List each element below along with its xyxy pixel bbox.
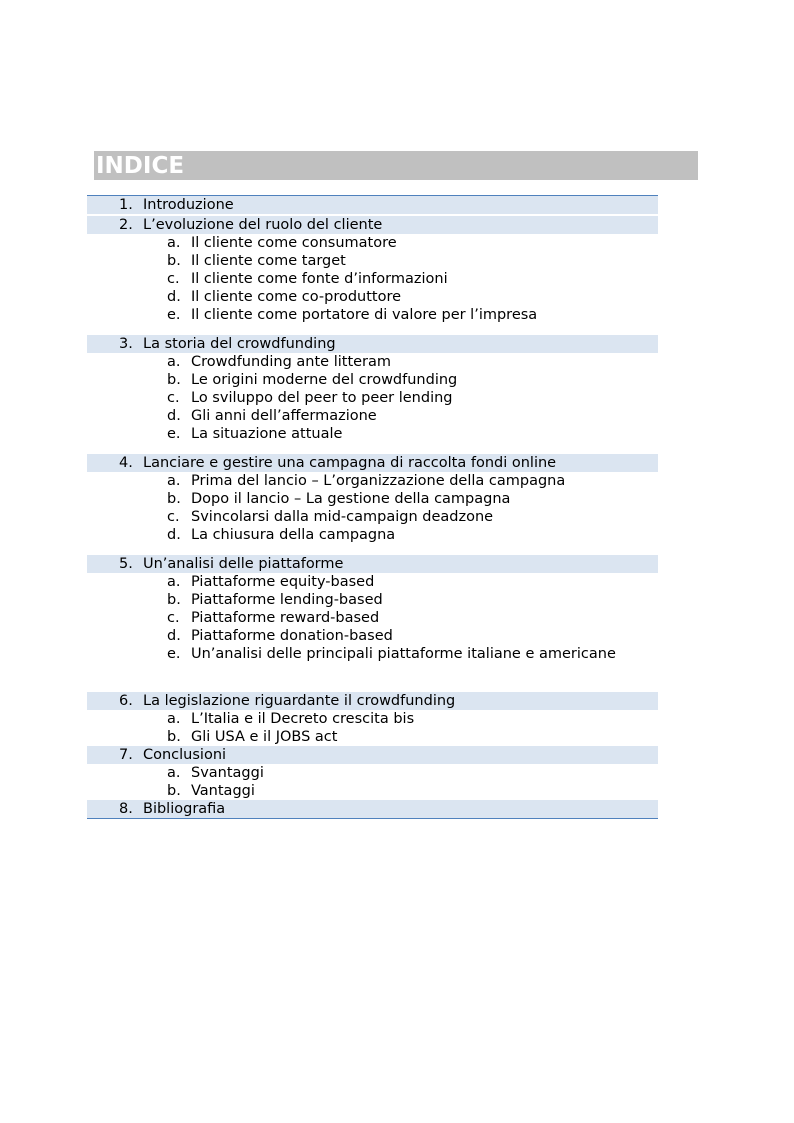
toc-section-1[interactable]: [87, 195, 658, 214]
section-number: 4.: [119, 455, 133, 471]
subsection-letter: a.: [167, 574, 181, 590]
toc-subsection[interactable]: [87, 782, 658, 800]
subsection-label: Piattaforme donation-based: [191, 628, 393, 644]
subsection-label: Lo sviluppo del peer to peer lending: [191, 390, 453, 406]
toc-subsection[interactable]: [87, 645, 658, 681]
toc-section-8[interactable]: [87, 800, 658, 819]
toc-subsection[interactable]: [87, 407, 658, 425]
toc-subsection[interactable]: [87, 389, 658, 407]
subsection-letter: b.: [167, 491, 181, 507]
toc-subsection[interactable]: [87, 728, 658, 746]
toc-section-5[interactable]: [87, 555, 658, 573]
subsection-letter: e.: [167, 426, 181, 442]
section-number: 7.: [119, 747, 133, 763]
section-label: Lanciare e gestire una campagna di raccolta fondi online: [143, 455, 557, 471]
subsection-label: Piattaforme equity-based: [191, 574, 375, 590]
subsection-label: La chiusura della campagna: [191, 527, 396, 543]
subsection-label: Crowdfunding ante litteram: [191, 354, 392, 370]
subsection-letter: a.: [167, 235, 181, 251]
subsection-letter: a.: [167, 354, 181, 370]
toc-subsection[interactable]: [87, 234, 658, 252]
subsection-label: Svantaggi: [191, 765, 264, 781]
subsection-label: Svincolarsi dalla mid-campaign deadzone: [191, 509, 494, 525]
subsection-letter: b.: [167, 783, 181, 799]
section-label: Un’analisi delle piattaforme: [143, 556, 344, 572]
toc-section-6[interactable]: [87, 692, 658, 710]
toc-subsection[interactable]: [87, 270, 658, 288]
toc-subsection[interactable]: [87, 573, 658, 591]
subsection-label: Dopo il lancio – La gestione della campagna: [191, 491, 511, 507]
toc-subsection[interactable]: [87, 508, 658, 526]
toc-section-2[interactable]: [87, 216, 658, 234]
index-title: INDICE: [96, 153, 185, 179]
section-label: L’evoluzione del ruolo del cliente: [143, 217, 383, 233]
subsection-label: Piattaforme lending-based: [191, 592, 383, 608]
subsection-letter: c.: [167, 509, 180, 525]
subsection-letter: a.: [167, 711, 181, 727]
subsection-letter: a.: [167, 765, 181, 781]
section-label: Introduzione: [143, 197, 234, 213]
toc-subsection[interactable]: [87, 252, 658, 270]
subsection-label: Il cliente come fonte d’informazioni: [191, 271, 448, 287]
section-label: Bibliografia: [143, 801, 226, 817]
toc-subsection[interactable]: [87, 710, 658, 728]
toc-subsection[interactable]: [87, 353, 658, 371]
subsection-label: Il cliente come target: [191, 253, 346, 269]
subsection-letter: d.: [167, 527, 181, 543]
toc-subsection[interactable]: [87, 609, 658, 627]
toc-section-7[interactable]: [87, 746, 658, 764]
toc-subsection[interactable]: [87, 526, 658, 544]
section-number: 6.: [119, 693, 133, 709]
toc-subsection[interactable]: [87, 306, 658, 324]
section-number: 8.: [119, 801, 133, 817]
subsection-label: Il cliente come consumatore: [191, 235, 397, 251]
subsection-label: Le origini moderne del crowdfunding: [191, 372, 458, 388]
toc-subsection[interactable]: [87, 764, 658, 782]
section-number: 5.: [119, 556, 133, 572]
table-of-contents: [87, 195, 658, 819]
subsection-label: L’Italia e il Decreto crescita bis: [191, 711, 415, 727]
section-number: 1.: [119, 197, 133, 213]
subsection-label: La situazione attuale: [191, 426, 343, 442]
subsection-letter: c.: [167, 610, 180, 626]
subsection-label: Prima del lancio – L’organizzazione della campagna: [191, 473, 566, 489]
subsection-letter: e.: [167, 307, 181, 323]
toc-subsection[interactable]: [87, 288, 658, 306]
subsection-letter: b.: [167, 372, 181, 388]
toc-section-3[interactable]: [87, 335, 658, 353]
subsection-letter: d.: [167, 408, 181, 424]
section-label: La legislazione riguardante il crowdfunding: [143, 693, 456, 709]
subsection-letter: b.: [167, 253, 181, 269]
subsection-label: Gli USA e il JOBS act: [191, 729, 338, 745]
subsection-label: Un’analisi delle principali piattaforme italiane e americane: [191, 646, 616, 662]
subsection-letter: a.: [167, 473, 181, 489]
toc-subsection[interactable]: [87, 490, 658, 508]
index-title-bar: [94, 151, 698, 180]
subsection-letter: b.: [167, 729, 181, 745]
toc-subsection[interactable]: [87, 591, 658, 609]
section-label: Conclusioni: [143, 747, 227, 763]
subsection-letter: d.: [167, 289, 181, 305]
subsection-letter: d.: [167, 628, 181, 644]
subsection-letter: e.: [167, 646, 181, 662]
subsection-letter: c.: [167, 390, 180, 406]
subsection-label: Vantaggi: [191, 783, 255, 799]
toc-subsection[interactable]: [87, 371, 658, 389]
section-number: 2.: [119, 217, 133, 233]
toc-section-4[interactable]: [87, 454, 658, 472]
subsection-label: Gli anni dell’affermazione: [191, 408, 377, 424]
section-label: La storia del crowdfunding: [143, 336, 336, 352]
toc-subsection[interactable]: [87, 472, 658, 490]
subsection-letter: b.: [167, 592, 181, 608]
subsection-letter: c.: [167, 271, 180, 287]
subsection-label: Il cliente come co-produttore: [191, 289, 402, 305]
section-number: 3.: [119, 336, 133, 352]
subsection-label: Il cliente come portatore di valore per l’impresa: [191, 307, 538, 323]
toc-subsection[interactable]: [87, 627, 658, 645]
toc-subsection[interactable]: [87, 425, 658, 443]
subsection-label: Piattaforme reward-based: [191, 610, 380, 626]
